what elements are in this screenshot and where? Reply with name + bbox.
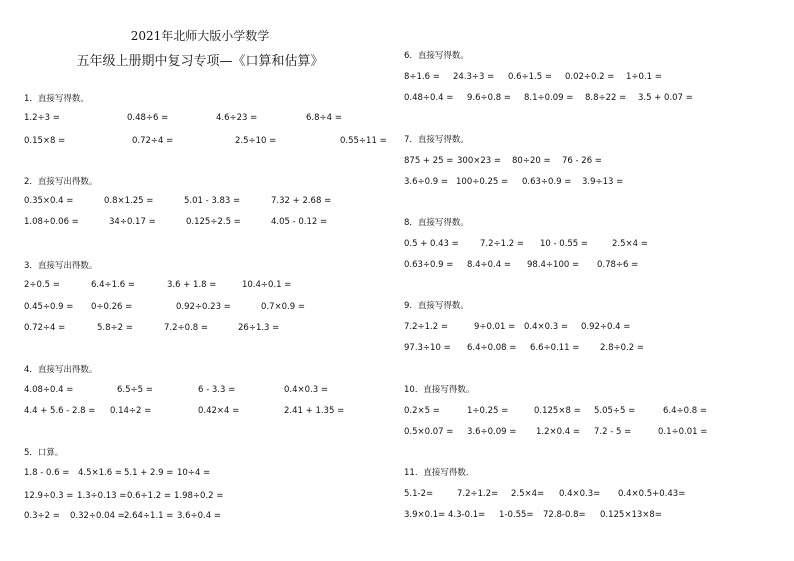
problem-row [404,155,784,167]
problem: 4.6÷23 = [216,113,258,123]
problem: 100÷0.25 = [456,177,509,187]
section-title: 2．直接写出得数。 [24,177,98,187]
problem: 2.5÷10 = [235,136,277,146]
problem: 0.92÷0.4 = [581,322,631,332]
problem: 0.32÷0.04 = [70,511,125,521]
problem: 7.2÷1.2 = [404,322,448,332]
section-title: 3．直接写出得数。 [24,261,98,271]
problem: 5.8÷2 = [97,323,133,333]
problem: 0.5×0.07 = [404,427,454,437]
problem-row [24,384,404,396]
problem: 10÷4 = [177,468,211,478]
problem: 9÷0.01 = [474,322,516,332]
problem: 26÷1.3 = [238,323,280,333]
problem: 6.6÷0.11 = [530,343,580,353]
exercise-section [24,93,404,146]
problem: 0.45÷0.9 = [24,302,74,312]
exercise-section [404,384,784,437]
problem-row [24,279,404,291]
problem-row [24,467,404,479]
problem: 10.4÷0.1 = [242,280,292,290]
problem: 2.8÷0.2 = [600,343,644,353]
problem: 300×23 = [457,156,501,166]
problem: 5.1-2= [404,489,434,499]
problem: 8÷1.6 = [404,72,440,82]
problem: 0.4×0.5+0.43= [618,489,686,499]
section-title: 7．直接写得数。 [404,135,469,145]
problem: 1÷0.25 = [467,406,509,416]
problem: 0.2×5 = [404,406,440,416]
problem: 0.48÷6 = [127,113,169,123]
problem: 4.4 + 5.6 - 2.8 = [24,406,96,416]
problem-row [404,176,784,188]
problem: 0.78÷6 = [597,260,639,270]
page-title: 2021年北师大版小学数学 [130,29,270,43]
section-title: 10．直接写得数。 [404,385,475,395]
problem: 7.32 + 2.68 = [271,196,332,206]
problem-row [404,342,784,354]
page-subtitle: 五年级上册期中复习专项—《口算和估算》 [76,54,324,69]
problem: 0.6÷1.2 = [127,491,171,501]
problem: 1.2×0.4 = [536,427,580,437]
problem: 3.5 + 0.07 = [638,93,693,103]
problem: 0.8×1.25 = [104,196,154,206]
problem: 8.8÷22 = [585,93,627,103]
problem: 875 + 25 = [404,156,454,166]
problem: 4.5×1.6 = [78,468,122,478]
problem: 2.64÷1.1 = [124,511,174,521]
problem: 2÷0.5 = [24,280,60,290]
exercise-section [404,300,784,353]
problem-row [404,71,784,83]
problem: 34÷0.17 = [109,217,156,227]
problem-row [404,92,784,104]
problem: 7.2÷1.2 = [480,239,524,249]
problem: 0.4×0.3 = [284,385,328,395]
problem: 0.14÷2 = [110,406,152,416]
problem: 2.41 + 1.35 = [284,406,345,416]
problem: 24.3÷3 = [453,72,495,82]
problem: 0.4×0.3 = [524,322,568,332]
problem: 5.01 - 3.83 = [184,196,241,206]
problem: 0.125×8 = [534,406,581,416]
problem-row [404,405,784,417]
exercise-section [404,467,784,520]
problem: 6.4÷0.08 = [467,343,517,353]
problem: 10 - 0.55 = [540,239,589,249]
problem: 0.15×8 = [24,136,66,146]
section-title: 6．直接写得数。 [404,51,469,61]
problem: 0.5 + 0.43 = [404,239,459,249]
problem: 0.63÷0.9 = [522,177,572,187]
problem: 0.42×4 = [198,406,240,416]
problem-row [24,490,404,502]
problem: 5.05÷5 = [594,406,636,416]
exercise-section [24,364,404,416]
problem: 7.2 - 5 = [594,427,632,437]
problem: 0.125×13×8= [600,510,662,520]
problem: 7.2÷0.8 = [164,323,208,333]
problem: 97.3÷10 = [404,343,451,353]
problem-row [24,301,404,313]
section-title: 11．直接写得数． [404,468,475,478]
problem: 6.4÷0.8 = [663,406,707,416]
exercise-section [24,447,404,521]
problem: 6.4÷1.6 = [91,280,135,290]
problem: 5.1 + 2.9 = [124,468,174,478]
problem: 3.6÷0.09 = [467,427,517,437]
problem: 0.7×0.9 = [261,302,305,312]
problem: 0.3÷2 = [24,511,60,521]
problem: 1.8 - 0.6 = [24,468,70,478]
problem-row [404,259,784,271]
problem: 8.4÷0.4 = [467,260,511,270]
problem-row [24,112,404,124]
section-title: 1．直接写得数。 [24,94,89,104]
problem: 1÷0.1 = [626,72,662,82]
section-title: 4．直接写出得数。 [24,365,98,375]
problem: 98.4÷100 = [527,260,580,270]
problem-row [24,510,404,522]
problem: 3.9×0.1= [404,510,446,520]
problem: 1.98÷0.2 = [174,491,224,501]
problem: 3.6÷0.9 = [404,177,448,187]
exercise-section [24,260,404,333]
problem: 12.9÷0.3 = [24,491,74,501]
section-title: 8．直接写得数。 [404,218,469,228]
problem: 76 - 26 = [562,156,602,166]
exercise-section [404,217,784,270]
problem: 0.92÷0.23 = [176,302,231,312]
problem: 3.9÷13 = [582,177,624,187]
exercise-section [404,50,784,103]
problem: 4.08÷0.4 = [24,385,74,395]
problem: 8.1÷0.09 = [524,93,574,103]
problem: 1.3÷0.13 = [77,491,127,501]
problem: 0÷0.26 = [91,302,133,312]
problem-row [404,488,784,500]
problem-row [404,509,784,521]
problem: 80÷20 = [512,156,551,166]
problem: 3.6÷0.4 = [177,511,221,521]
problem: 0.35×0.4 = [24,196,74,206]
problem: 1.08÷0.06 = [24,217,79,227]
problem-row [404,426,784,438]
problem: 3.6 + 1.8 = [167,280,217,290]
problem: 72.8-0.8= [543,510,586,520]
problem: 0.72÷4 = [24,323,66,333]
problem: 0.6÷1.5 = [508,72,552,82]
problem-row [404,238,784,250]
problem: 0.55÷11 = [340,136,387,146]
exercise-section [24,176,404,227]
problem: 1-0.55= [499,510,534,520]
problem: 6.5÷5 = [117,385,153,395]
problem-row [24,216,404,228]
problem: 6 - 3.3 = [198,385,236,395]
section-title: 5．口算。 [24,448,64,458]
problem: 0.02÷0.2 = [565,72,615,82]
problem: 2.5×4= [511,489,545,499]
problem: 0.125÷2.5 = [186,217,241,227]
problem: 1.2÷3 = [24,113,60,123]
problem-row [24,135,404,147]
problem: 7.2÷1.2= [457,489,499,499]
exercise-section [404,134,784,187]
problem: 2.5×4 = [612,239,648,249]
problem-row [404,321,784,333]
problem-row [24,322,404,334]
problem-row [24,195,404,207]
problem: 0.1÷0.01 = [658,427,708,437]
problem: 6.8÷4 = [306,113,342,123]
problem: 9.6÷0.8 = [467,93,511,103]
problem: 4.3-0.1= [448,510,486,520]
problem: 0.72÷4 = [132,136,174,146]
section-title: 9．直接写得数。 [404,301,469,311]
problem-row [24,405,404,417]
problem: 0.48÷0.4 = [404,93,454,103]
problem: 0.4×0.3= [559,489,601,499]
problem: 4.05 - 0.12 = [271,217,328,227]
problem: 0.63÷0.9 = [404,260,454,270]
